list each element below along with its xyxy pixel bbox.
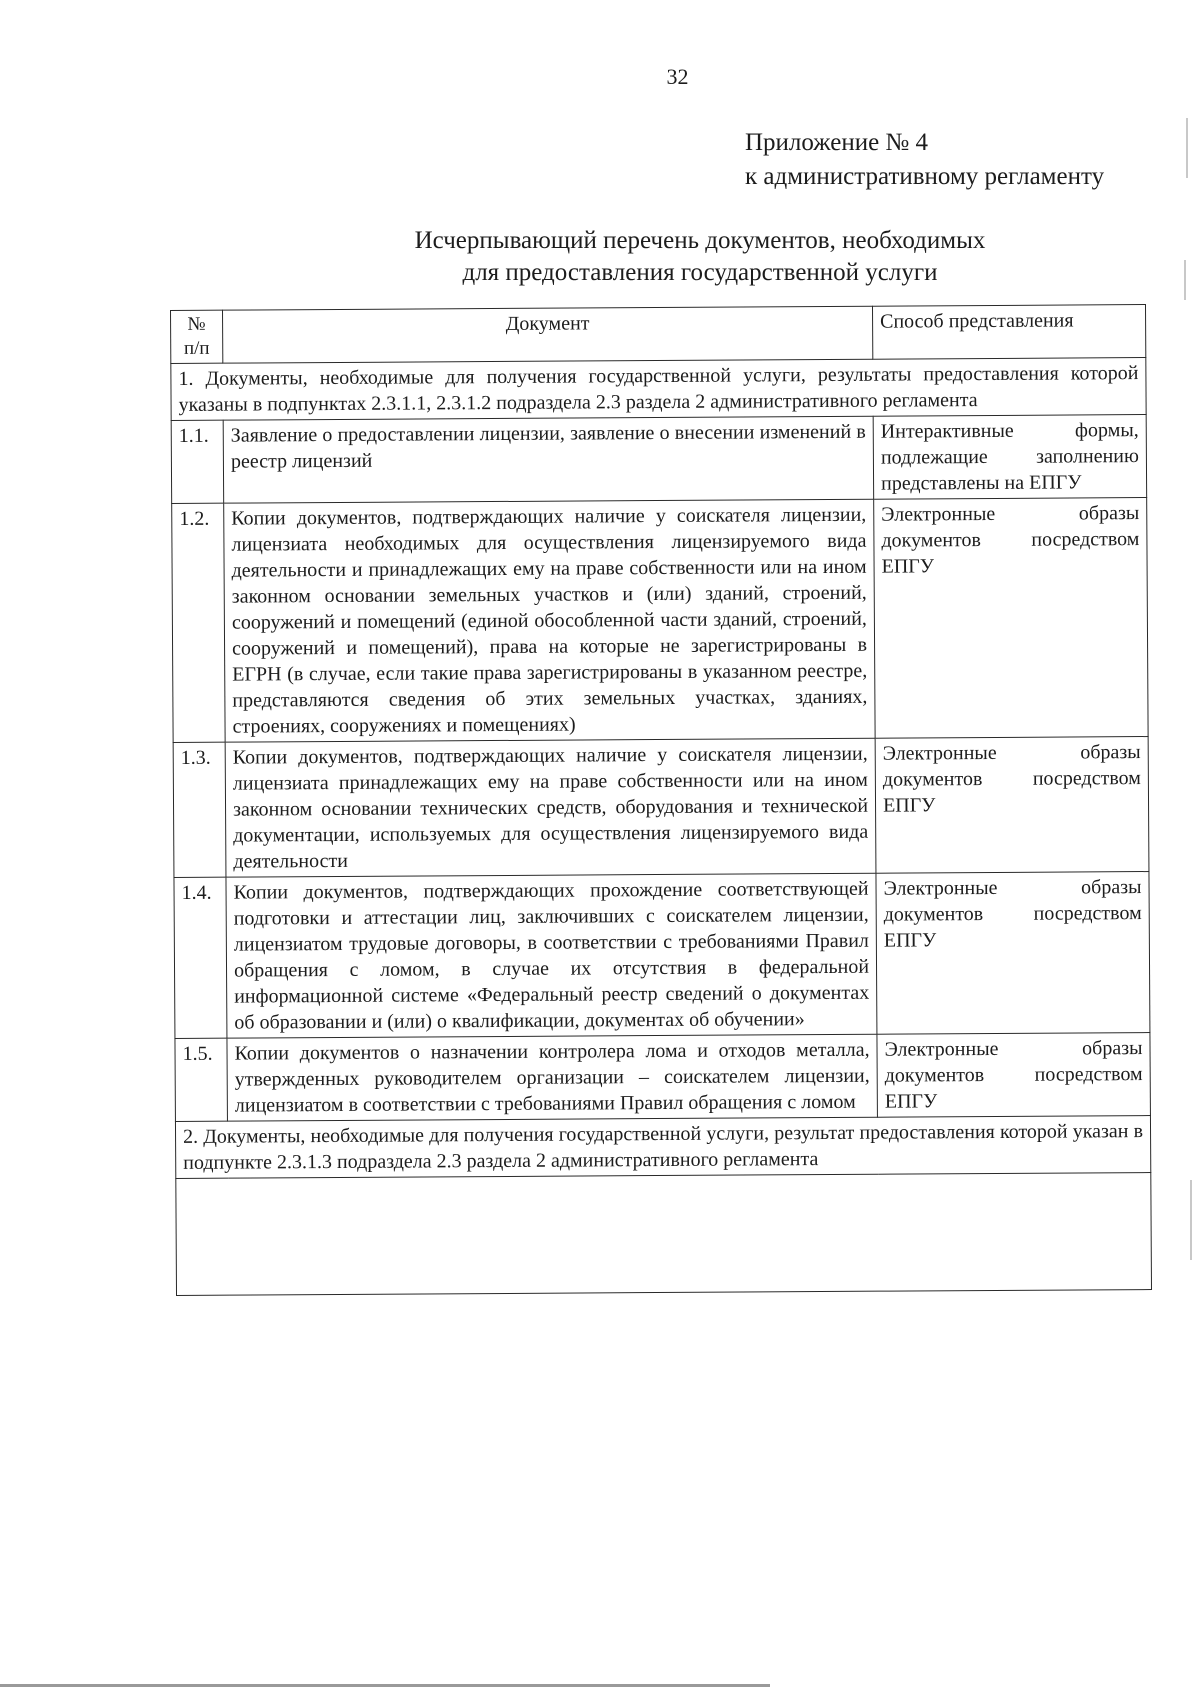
scan-edge-mark	[1190, 1180, 1192, 1260]
section-1-text: 1. Документы, необходимые для получения государственной услуги, результаты предоставления которой указаны в подпунктах 2.3.1.1, 2.3.1.2 подраздела 2.3 раздела 2 административного регламента	[171, 358, 1146, 421]
table-row	[171, 415, 1146, 504]
table-row	[174, 872, 1150, 1039]
header-number-line-1: №	[187, 313, 206, 335]
page-number: 32	[666, 64, 689, 89]
scan-edge-mark	[1186, 118, 1188, 178]
appendix-line-1: Приложение № 4	[745, 129, 929, 156]
section-row-1	[171, 358, 1146, 421]
header-number-line-2: п/п	[183, 337, 210, 359]
appendix-line-2: к административному регламенту	[745, 163, 1105, 190]
row-document: Заявление о предоставлении лицензии, заявление о внесении изменений в реестр лицензий	[223, 416, 873, 503]
table-row	[172, 498, 1148, 743]
row-document: Копии документов, подтверждающих наличие у соискателя лицензии, лицензиата необходимых для осуществления лицензируемого вида деятельности и принадлежащих ему на праве собственности или на ином законном основании земельных участков и (или) зданий, строений, сооружений и помещений (единой обособленной части зданий, строений, сооружений и помещений), права на которые не зарегистрированы в ЕГРН (в случае, если такие права зарегистрированы в указанном реестре, представляются сведения об этих земельных участках, зданиях, строениях, сооружениях и помещениях)	[224, 499, 875, 742]
row-number: 1.5.	[175, 1038, 228, 1121]
appendix-heading	[745, 126, 1185, 194]
row-number: 1.3.	[173, 742, 226, 877]
row-document: Копии документов, подтверждающих наличие у соискателя лицензии, лицензиата принадлежащих ему на праве собственности или на ином законном основании технических средств, оборудования и технической документации, используемых для осуществления лицензируемого вида деятельности	[225, 738, 876, 877]
document-title	[300, 225, 1100, 289]
section-row-2	[175, 1116, 1150, 1179]
header-method: Способ представления	[872, 305, 1145, 360]
header-document: Документ	[223, 306, 873, 363]
empty-area-row	[176, 1173, 1152, 1296]
table-row	[175, 1033, 1150, 1122]
row-method: Электронные образы документов посредством ЕПГУ	[876, 872, 1150, 1035]
row-number: 1.1.	[171, 420, 224, 503]
row-method: Электронные образы документов посредством ЕПГУ	[874, 498, 1148, 739]
title-line-2: для предоставления государственной услуги	[462, 259, 938, 286]
empty-area	[176, 1173, 1152, 1296]
table-header-row	[171, 305, 1146, 364]
row-number: 1.2.	[172, 503, 225, 742]
scan-edge-mark	[1184, 260, 1186, 300]
row-method: Интерактивные формы, подлежащие заполнению представлены на ЕПГУ	[873, 415, 1147, 500]
header-number	[171, 310, 223, 363]
documents-table	[170, 304, 1152, 1296]
row-document: Копии документов о назначении контролера лома и отходов металла, утвержденных руководителем организации – соискателем лицензии, лицензиатом в соответствии с требованиями Правил обращения с ломом	[227, 1034, 877, 1121]
scan-bottom-line	[0, 1684, 770, 1687]
row-method: Электронные образы документов посредством ЕПГУ	[877, 1033, 1151, 1118]
section-2-text: 2. Документы, необходимые для получения государственной услуги, результат предоставления которой указан в подпункте 2.3.1.3 подраздела 2.3 раздела 2 административного регламента	[175, 1116, 1150, 1179]
table-row	[173, 737, 1149, 878]
title-line-1: Исчерпывающий перечень документов, необходимых	[414, 227, 986, 254]
row-number: 1.4.	[174, 877, 227, 1038]
row-method: Электронные образы документов посредством ЕПГУ	[875, 737, 1149, 874]
row-document: Копии документов, подтверждающих прохождение соответствующей подготовки и аттестации лиц, заключивших с соискателем лицензии, лицензиатом трудовые договоры, в соответствии с требованиями Правил обращения с ломом, в случае их отсутствия в федеральной информационной системе «Федеральный реестр сведений о документах об образовании и (или) о квалификации, документах об обучении»	[226, 873, 877, 1038]
